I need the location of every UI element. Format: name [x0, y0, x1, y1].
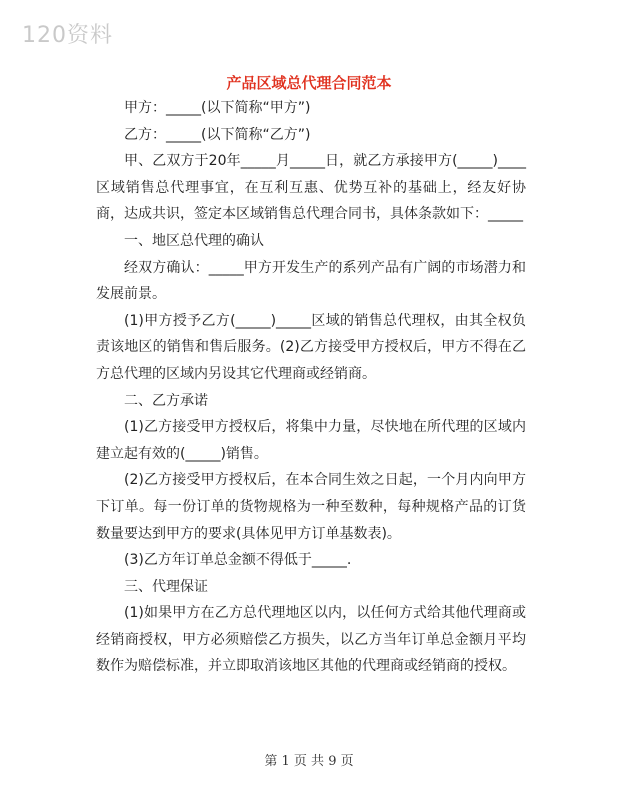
- section-3-paragraph-1: (1)如果甲方在乙方总代理地区以内，以任何方式给其他代理商或经销商授权，甲方必须赔偿乙方损失，以乙方当年订单总金额月平均数作为赔偿标准，并立即取消该地区其他的代理商或经销商的授权。: [96, 605, 526, 675]
- section-1-paragraph-2: (1)甲方授予乙方(_____)_____区域的销售总代理权，由其全权负责该地区的销售和售后服务。(2)乙方接受甲方授权后，甲方不得在乙方总代理的区域内另设其它代理商或经销商。: [96, 312, 526, 382]
- page-number: 第 1 页 共 9 页: [264, 754, 354, 769]
- document-body: [96, 95, 526, 680]
- section-2-paragraph-2: (2)乙方接受甲方授权后，在本合同生效之日起，一个月内向甲方下订单。每一份订单的货物规格为一种至数种，每种规格产品的订货数量要达到甲方的要求(具体见甲方订单基数表)。: [96, 472, 526, 542]
- party-b-line: 乙方：_____(以下简称“乙方”): [124, 126, 311, 143]
- party-a-line: 甲方：_____(以下简称“甲方”): [124, 100, 311, 116]
- section-heading-2: 二、乙方承诺: [124, 392, 208, 409]
- document-title: 产品区域总代理合同范本: [226, 74, 392, 92]
- section-2-paragraph-3: (3)乙方年订单总金额不得低于_____.: [124, 552, 352, 569]
- section-2-paragraph-1: (1)乙方接受甲方授权后，将集中力量，尽快地在所代理的区域内建立起有效的(_____)销售。: [96, 419, 526, 462]
- section-heading-3: 三、代理保证: [124, 578, 208, 595]
- section-heading-1: 一、地区总代理的确认: [124, 232, 264, 249]
- watermark-logo: 120资料: [22, 23, 113, 48]
- section-1-paragraph-1: 经双方确认：_____甲方开发生产的系列产品有广阔的市场潜力和发展前景。: [96, 259, 526, 303]
- preamble-paragraph: 甲、乙双方于20年_____月_____日，就乙方承接甲方(_____)____区域销售总代理事宜，在互利互惠、优势互补的基础上，经友好协商，达成共识，签定本区域销售总代理合同书，具体条款如下：_____: [96, 153, 526, 223]
